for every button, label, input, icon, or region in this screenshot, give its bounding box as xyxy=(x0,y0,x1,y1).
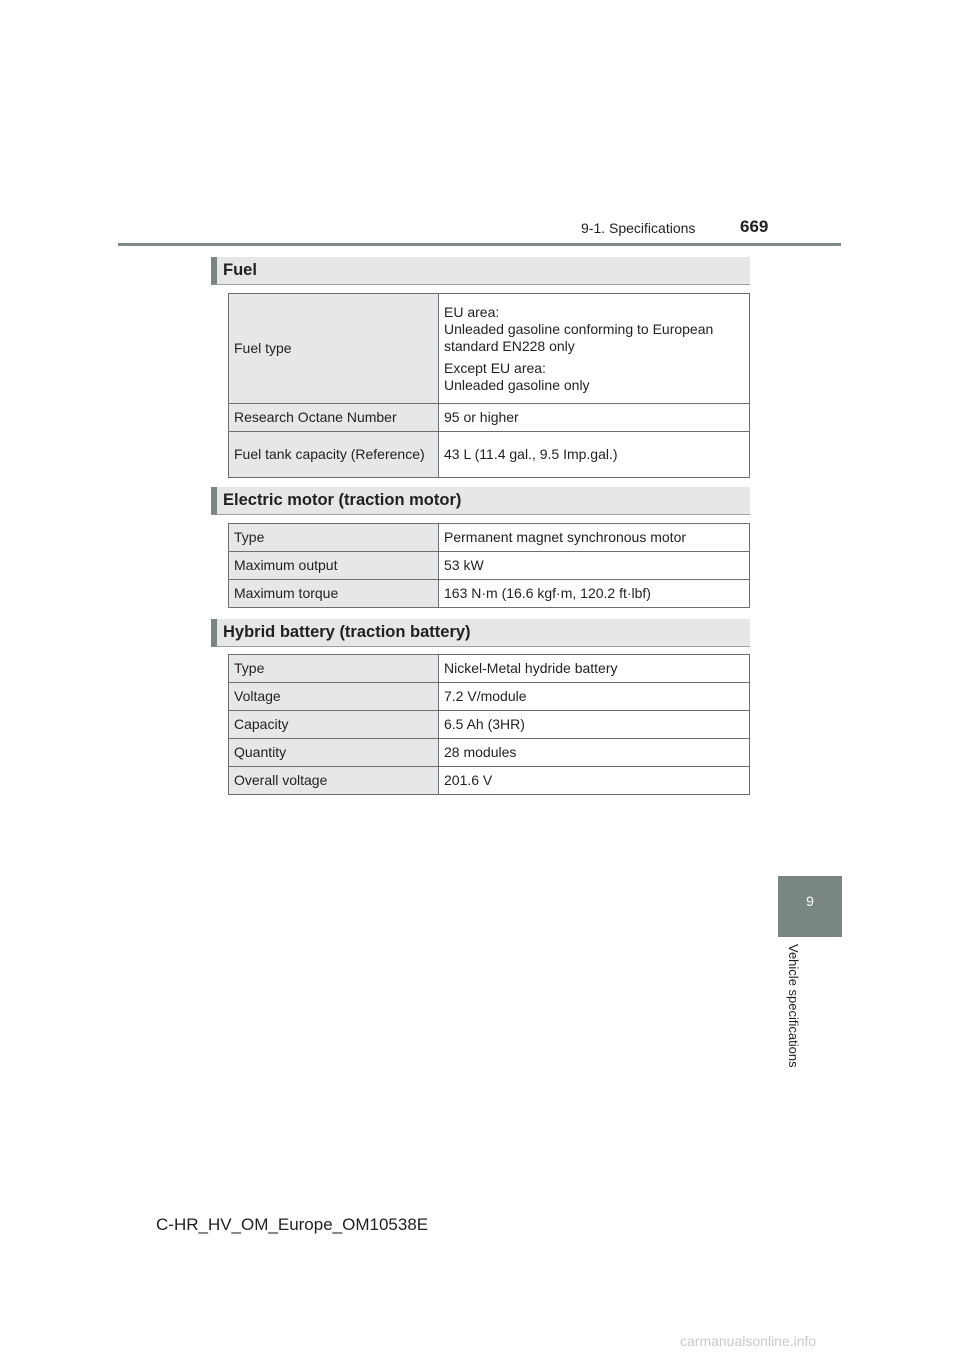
spec-key: Quantity xyxy=(229,739,439,767)
spec-key: Research Octane Number xyxy=(229,404,439,432)
spec-key: Capacity xyxy=(229,711,439,739)
table-row xyxy=(229,767,750,795)
watermark: carmanualsonline.info xyxy=(680,1333,817,1349)
spec-key: Type xyxy=(229,655,439,683)
table-row xyxy=(229,552,750,580)
chapter-tab: 9 xyxy=(778,876,842,937)
fuel-heading-text: Fuel xyxy=(223,261,257,279)
page-number: 669 xyxy=(740,217,769,236)
fuel-section-heading xyxy=(211,257,750,285)
fuel-spec-table xyxy=(228,293,750,478)
spec-value: Nickel-Metal hydride battery xyxy=(439,655,750,683)
header-divider xyxy=(118,243,841,246)
spec-key: Maximum output xyxy=(229,552,439,580)
motor-heading-text: Electric motor (traction motor) xyxy=(223,491,462,509)
chapter-label: Vehicle specifications xyxy=(786,944,801,1068)
table-row xyxy=(229,524,750,552)
table-row xyxy=(229,580,750,608)
motor-section-heading xyxy=(211,487,750,515)
table-row xyxy=(229,404,750,432)
table-row xyxy=(229,432,750,478)
spec-value: 6.5 Ah (3HR) xyxy=(439,711,750,739)
spec-key: Maximum torque xyxy=(229,580,439,608)
spec-value: 7.2 V/module xyxy=(439,683,750,711)
fuel-type-line: Unleaded gasoline only xyxy=(444,376,590,393)
table-row xyxy=(229,711,750,739)
spec-value: 163 N·m (16.6 kgf·m, 120.2 ft·lbf) xyxy=(439,580,750,608)
battery-heading-text: Hybrid battery (traction battery) xyxy=(223,623,471,641)
table-row xyxy=(229,294,750,404)
spec-value: 43 L (11.4 gal., 9.5 Imp.gal.) xyxy=(439,432,750,478)
fuel-type-line: EU area: xyxy=(444,303,500,320)
spec-value xyxy=(439,294,750,404)
document-code: C-HR_HV_OM_Europe_OM10538E xyxy=(156,1215,429,1234)
section-title: 9-1. Specifications xyxy=(581,220,696,236)
table-row xyxy=(229,655,750,683)
spec-value: 28 modules xyxy=(439,739,750,767)
spec-value: 95 or higher xyxy=(439,404,750,432)
spec-value: 53 kW xyxy=(439,552,750,580)
battery-section-heading xyxy=(211,619,750,647)
spec-value: 201.6 V xyxy=(439,767,750,795)
battery-spec-table xyxy=(228,654,750,795)
spec-key: Overall voltage xyxy=(229,767,439,795)
spec-value: Permanent magnet synchronous motor xyxy=(439,524,750,552)
fuel-type-line: Unleaded gasoline conforming to European standard EN228 only xyxy=(444,320,714,354)
spec-key: Fuel type xyxy=(229,294,439,404)
table-row xyxy=(229,739,750,767)
spec-key: Fuel tank capacity (Reference) xyxy=(229,432,439,478)
spec-key: Type xyxy=(229,524,439,552)
motor-spec-table xyxy=(228,523,750,608)
table-row xyxy=(229,683,750,711)
fuel-type-line: Except EU area: xyxy=(444,359,546,376)
spec-key: Voltage xyxy=(229,683,439,711)
